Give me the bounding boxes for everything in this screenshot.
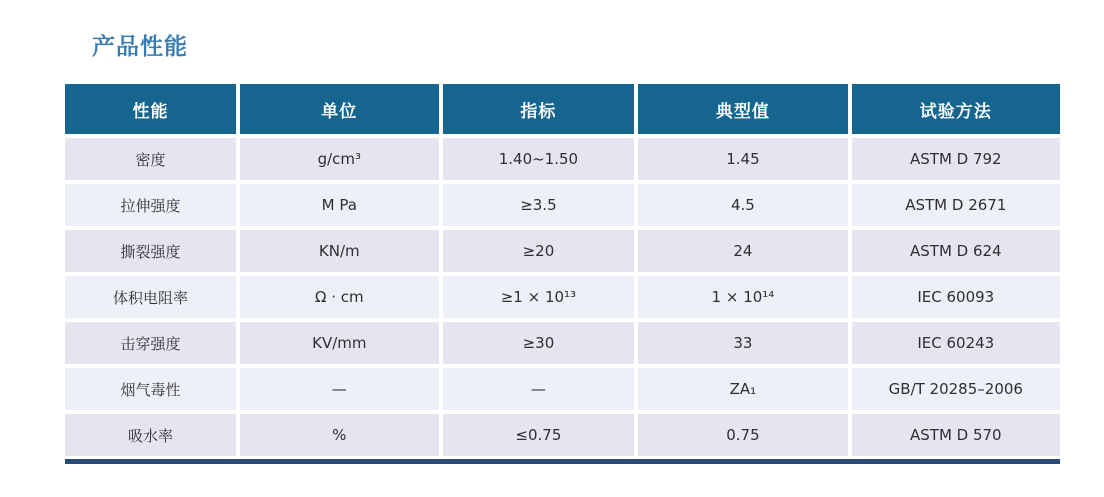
table-cell-typical: ZA₁ [638,368,847,410]
table-header-row [65,84,1060,134]
table-cell-property: 拉伸强度 [65,184,236,226]
table-cell-method: IEC 60243 [852,322,1060,364]
table-cell-method: IEC 60093 [852,276,1060,318]
table-cell-unit: — [240,368,439,410]
table-cell-spec: — [443,368,635,410]
table-cell-property: 吸水率 [65,414,236,456]
table-cell-spec: ≤0.75 [443,414,635,456]
table-cell-method: ASTM D 624 [852,230,1060,272]
table-cell-method: ASTM D 570 [852,414,1060,456]
table-body [65,138,1060,456]
table-cell-typical: 4.5 [638,184,847,226]
table-row [65,138,1060,180]
column-header: 典型值 [638,84,847,134]
column-header: 指标 [443,84,635,134]
table-row [65,184,1060,226]
column-header: 单位 [240,84,439,134]
table-cell-typical: 0.75 [638,414,847,456]
table-cell-property: 撕裂强度 [65,230,236,272]
table-cell-unit: KN/m [240,230,439,272]
table-cell-method: ASTM D 2671 [852,184,1060,226]
table-cell-spec: ≥30 [443,322,635,364]
table-cell-unit: M Pa [240,184,439,226]
table-cell-spec: ≥1 × 10¹³ [443,276,635,318]
table-cell-unit: g/cm³ [240,138,439,180]
table-cell-spec: ≥20 [443,230,635,272]
table-cell-unit: Ω · cm [240,276,439,318]
table-bottom-rule [65,459,1060,464]
table-cell-property: 击穿强度 [65,322,236,364]
table-cell-typical: 33 [638,322,847,364]
product-spec-table [65,84,1060,464]
table-row [65,414,1060,456]
table-cell-unit: KV/mm [240,322,439,364]
page-title: 产品性能 [92,34,188,60]
table-cell-property: 烟气毒性 [65,368,236,410]
table-cell-property: 体积电阻率 [65,276,236,318]
table-cell-typical: 24 [638,230,847,272]
table-row [65,368,1060,410]
table-row [65,322,1060,364]
column-header: 性能 [65,84,236,134]
table-cell-spec: ≥3.5 [443,184,635,226]
table-cell-spec: 1.40~1.50 [443,138,635,180]
column-header: 试验方法 [852,84,1060,134]
table-cell-method: ASTM D 792 [852,138,1060,180]
table-row [65,230,1060,272]
table-cell-method: GB/T 20285–2006 [852,368,1060,410]
table-cell-typical: 1 × 10¹⁴ [638,276,847,318]
table-row [65,276,1060,318]
table-cell-property: 密度 [65,138,236,180]
table-cell-typical: 1.45 [638,138,847,180]
table-cell-unit: % [240,414,439,456]
